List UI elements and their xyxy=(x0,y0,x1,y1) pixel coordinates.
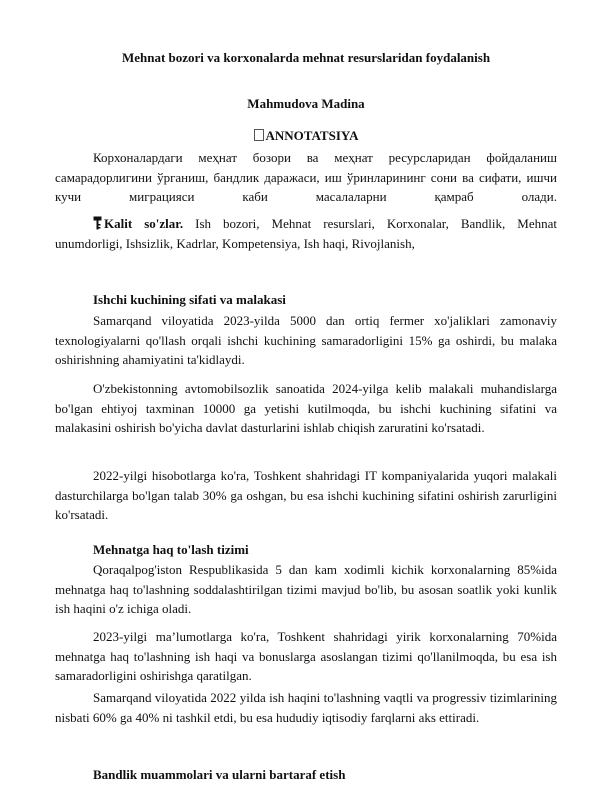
section-heading: Mehnatga haq to'lash tizimi xyxy=(93,542,249,557)
keywords-list: Ish bozori, Mehnat resurslari, Korxonalar, Bandlik, Mehnat unumdorligi, Ishsizlik, Kadrlar, Kompetensiya, Ish haqi, Rivojlanish, xyxy=(55,216,558,251)
keywords-label: Kalit so'zlar. xyxy=(104,216,184,231)
section-paragraph: Samarqand viloyatida 2022 yilda ish haqini to'lashning vaqtli va progressiv tizimlarining nisbati 60% ga 40% ni tashkil etdi, bu esa hududiy iqtisodiy farqlarni aks ettiradi. xyxy=(55,690,557,725)
annotation-heading: ANNOTATSIYA xyxy=(265,128,359,143)
section-paragraph: Samarqand viloyatida 2023-yilda 5000 dan ortiq fermer xo'jaliklari zamonaviy texnologiyalarni qo'llash orqali ishchi kuchining samaradorligini 15% ga oshirdi, bu malaka oshirishning ahamiyatini ta'kidlaydi. xyxy=(55,313,557,367)
paper-title: Mehnat bozori va korxonalarda mehnat resurslaridan foydalanish xyxy=(121,50,491,65)
placeholder-box-icon xyxy=(254,129,264,141)
section-heading: Ishchi kuchining sifati va malakasi xyxy=(93,292,286,307)
section-paragraph: 2022-yilgi hisobotlarga ko'ra, Toshkent shahridagi IT kompaniyalarida yuqori malakali dasturchilarga bo'lgan talab 30% ga oshgan, bu esa ishchi kuchining sifatini oshirish zarurligini ko'rsatadi. xyxy=(55,468,557,522)
key-icon xyxy=(93,216,102,230)
section-heading: Bandlik muammolari va ularni bartaraf etish xyxy=(93,767,346,782)
author-name: Mahmudova Madina xyxy=(247,96,365,111)
section-paragraph: O'zbekistonning avtomobilsozlik sanoatida 2024-yilga kelib malakali muhandislarga bo'lgan ehtiyoj taxminan 10000 ga yetishi kutilmoqda, bu ishchi kuchining sifatini va malakasini oshirish bo'yicha davlat dasturlarini ishlab chiqish zaruratini ko'rsatadi. xyxy=(55,381,557,435)
annotation-heading-row xyxy=(0,128,612,144)
keywords-paragraph xyxy=(55,214,557,253)
section-paragraph: Qoraqalpog'iston Respublikasida 5 dan kam xodimli kichik korxonalarning 85%ida mehnatga haq to'lashning soddalashtirilgan tizimi mavjud bo'lib, bu asosan soatlik yoki kunlik ish haqini o'z ichiga oladi. xyxy=(55,562,557,616)
section-paragraph: 2023-yilgi ma’lumotlarga ko'ra, Toshkent shahridagi yirik korxonalarning 70%ida mehnatga haq to'lashning ish haqi va bonuslarga asoslangan tizimi qo'llanilmoqda, bu esa ish samaradorligini oshirishga qaratilgan. xyxy=(55,629,557,683)
annotation-text: Корхоналардаги меҳнат бозори ва меҳнат ресурсларидан фойдаланиш самарадорлигини ўрганиш, бандлик даражаси, иш ўринларининг сони ва сифати, ишчи кучи миграцияси каби масалаларни қамраб олади. xyxy=(55,150,557,204)
